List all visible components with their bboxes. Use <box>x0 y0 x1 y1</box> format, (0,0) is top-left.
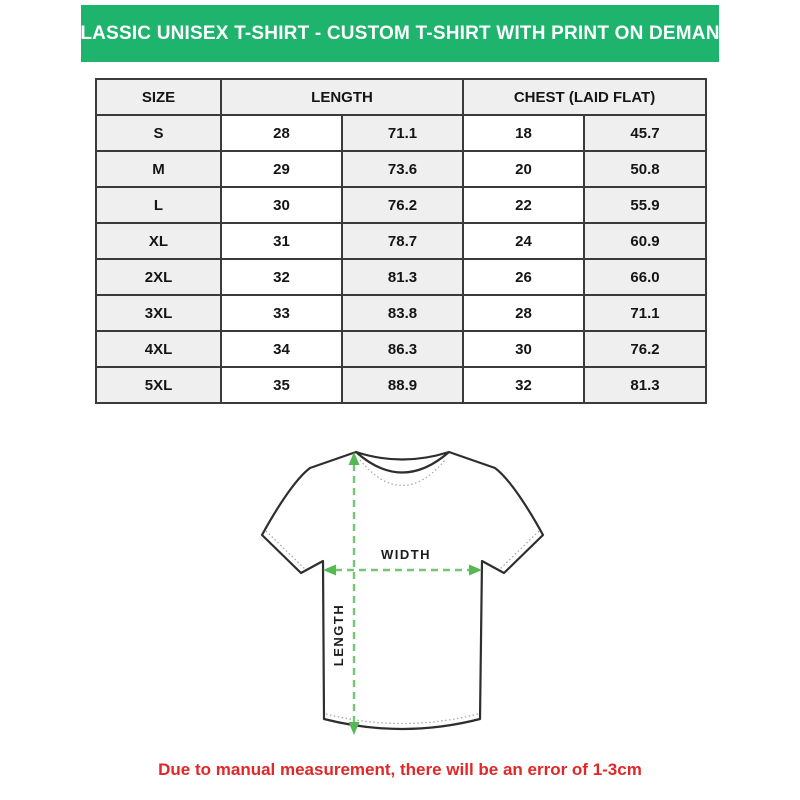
length-label: LENGTH <box>331 603 346 667</box>
cell-length-cm: 76.2 <box>342 187 463 223</box>
table-row <box>96 295 706 331</box>
cell-size: 5XL <box>96 367 221 403</box>
cell-chest-cm: 60.9 <box>584 223 706 259</box>
cell-chest-cm: 45.7 <box>584 115 706 151</box>
cell-length-cm: 83.8 <box>342 295 463 331</box>
table-row <box>96 223 706 259</box>
table-row <box>96 187 706 223</box>
col-header-chest: CHEST (LAID FLAT) <box>463 79 706 115</box>
cell-length-in: 35 <box>221 367 342 403</box>
cell-length-in: 32 <box>221 259 342 295</box>
cell-length-in: 31 <box>221 223 342 259</box>
col-header-size: SIZE <box>96 79 221 115</box>
cell-chest-in: 24 <box>463 223 584 259</box>
cell-chest-cm: 66.0 <box>584 259 706 295</box>
width-label: WIDTH <box>380 547 432 562</box>
cell-chest-cm: 76.2 <box>584 331 706 367</box>
table-row <box>96 151 706 187</box>
table-row <box>96 367 706 403</box>
cell-length-cm: 81.3 <box>342 259 463 295</box>
cell-chest-cm: 55.9 <box>584 187 706 223</box>
cell-size: 3XL <box>96 295 221 331</box>
cell-size: XL <box>96 223 221 259</box>
tshirt-diagram <box>250 443 550 743</box>
tshirt-svg <box>250 443 550 743</box>
cell-size: 2XL <box>96 259 221 295</box>
cell-size: 4XL <box>96 331 221 367</box>
cell-chest-cm: 50.8 <box>584 151 706 187</box>
table-row <box>96 259 706 295</box>
table-header-row <box>96 79 706 115</box>
table-row <box>96 115 706 151</box>
cell-size: M <box>96 151 221 187</box>
cell-chest-in: 26 <box>463 259 584 295</box>
cell-length-cm: 73.6 <box>342 151 463 187</box>
page-title: CLASSIC UNISEX T-SHIRT - CUSTOM T-SHIRT WITH PRINT ON DEMAND <box>66 22 734 44</box>
cell-length-in: 30 <box>221 187 342 223</box>
arrow-down-icon <box>349 722 360 735</box>
cell-chest-in: 32 <box>463 367 584 403</box>
cell-length-in: 34 <box>221 331 342 367</box>
cell-chest-in: 18 <box>463 115 584 151</box>
measurement-note: Due to manual measurement, there will be an error of 1-3cm <box>158 760 642 779</box>
tshirt-outline <box>262 452 543 729</box>
cell-length-in: 28 <box>221 115 342 151</box>
cell-chest-in: 30 <box>463 331 584 367</box>
cell-length-cm: 78.7 <box>342 223 463 259</box>
cell-chest-in: 20 <box>463 151 584 187</box>
size-chart-table <box>95 78 707 404</box>
cell-chest-cm: 71.1 <box>584 295 706 331</box>
cell-chest-in: 22 <box>463 187 584 223</box>
cell-length-in: 33 <box>221 295 342 331</box>
table-row <box>96 331 706 367</box>
cell-size: S <box>96 115 221 151</box>
cell-length-in: 29 <box>221 151 342 187</box>
cell-chest-in: 28 <box>463 295 584 331</box>
cell-length-cm: 88.9 <box>342 367 463 403</box>
cell-size: L <box>96 187 221 223</box>
title-banner <box>66 5 734 62</box>
cell-length-cm: 86.3 <box>342 331 463 367</box>
cell-length-cm: 71.1 <box>342 115 463 151</box>
cell-chest-cm: 81.3 <box>584 367 706 403</box>
col-header-length: LENGTH <box>221 79 463 115</box>
